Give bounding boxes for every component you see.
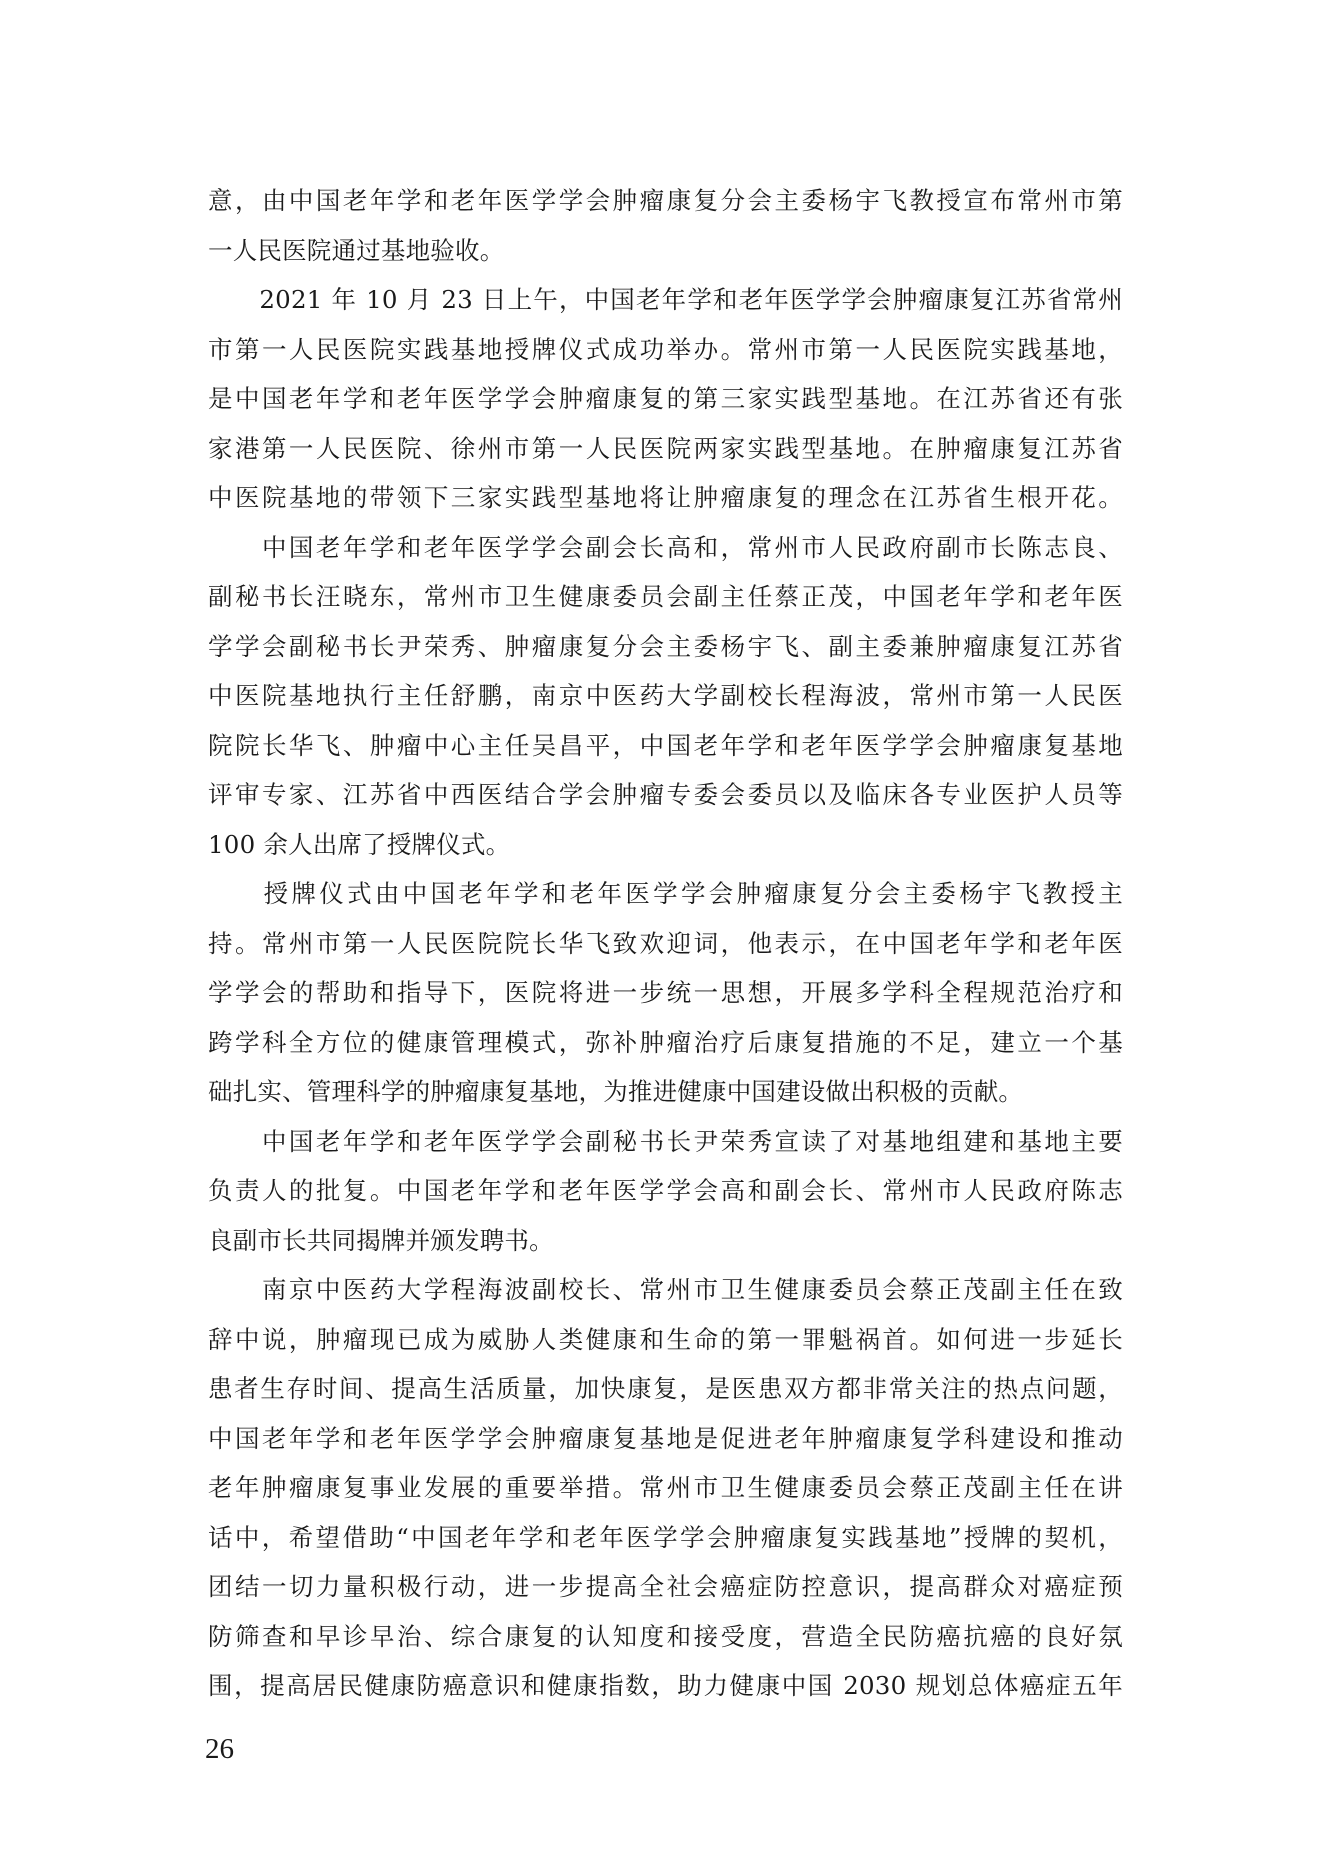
text-line: 中医院基地的带领下三家实践型基地将让肿瘤康复的理念在江苏省生根开花。 (208, 483, 1123, 512)
text-line: 副秘书长汪晓东，常州市卫生健康委员会副主任蔡正茂，中国老年学和老年医 (208, 582, 1123, 611)
text-line: 中医院基地执行主任舒鹏，南京中医药大学副校长程海波，常州市第一人民医 (208, 681, 1123, 710)
text-line: 患者生存时间、提高生活质量，加快康复，是医患双方都非常关注的热点问题， (208, 1374, 1123, 1403)
text-line: 市第一人民医院实践基地授牌仪式成功举办。常州市第一人民医院实践基地， (208, 334, 1123, 364)
text-line: 负责人的批复。中国老年学和老年医学学会高和副会长、常州市人民政府陈志 (208, 1176, 1123, 1205)
text-line: 意，由中国老年学和老年医学学会肿瘤康复分会主委杨宇飞教授宣布常州市第 (208, 186, 1123, 215)
text-line: 跨学科全方位的健康管理模式，弥补肿瘤治疗后康复措施的不足，建立一个基 (208, 1027, 1123, 1057)
text-line: 100 余人出席了授牌仪式。 (208, 829, 511, 859)
document-body (208, 176, 1123, 1711)
text-line: 学学会副秘书长尹荣秀、肿瘤康复分会主委杨宇飞、副主委兼肿瘤康复江苏省 (208, 631, 1123, 661)
text-line: 辞中说，肿瘤现已成为威胁人类健康和生命的第一罪魁祸首。如何进一步延长 (208, 1324, 1123, 1354)
text-line: 中国老年学和老年医学学会副秘书长尹荣秀宣读了对基地组建和基地主要 (208, 1126, 1123, 1156)
text-line: 学学会的帮助和指导下，医院将进一步统一思想，开展多学科全程规范治疗和 (208, 978, 1123, 1007)
text-line: 防筛查和早诊早治、综合康复的认知度和接受度，营造全民防癌抗癌的良好氛 (208, 1621, 1123, 1651)
text-line: 话中，希望借助“中国老年学和老年医学学会肿瘤康复实践基地”授牌的契机， (208, 1522, 1123, 1552)
text-line: 团结一切力量积极行动，进一步提高全社会癌症防控意识，提高群众对癌症预 (208, 1572, 1123, 1601)
page-number: 26 (205, 1733, 234, 1765)
text-line: 中国老年学和老年医学学会副会长高和，常州市人民政府副市长陈志良、 (208, 532, 1123, 562)
text-line: 一人民医院通过基地验收。 (208, 235, 505, 265)
text-line: 评审专家、江苏省中西医结合学会肿瘤专委会委员以及临床各专业医护人员等 (208, 780, 1123, 809)
text-line: 良副市长共同揭牌并颁发聘书。 (208, 1225, 554, 1255)
text-line: 持。常州市第一人民医院院长华飞致欢迎词，他表示，在中国老年学和老年医 (208, 928, 1123, 958)
text-line: 中国老年学和老年医学学会肿瘤康复基地是促进老年肿瘤康复学科建设和推动 (208, 1423, 1123, 1453)
text-line: 础扎实、管理科学的肿瘤康复基地，为推进健康中国建设做出积极的贡献。 (208, 1077, 1024, 1106)
text-line: 是中国老年学和老年医学学会肿瘤康复的第三家实践型基地。在江苏省还有张 (208, 384, 1123, 413)
text-line: 家港第一人民医院、徐州市第一人民医院两家实践型基地。在肿瘤康复江苏省 (208, 433, 1123, 463)
text-line: 2021 年 10 月 23 日上午，中国老年学和老年医学学会肿瘤康复江苏省常州 (208, 285, 1123, 314)
text-line: 老年肿瘤康复事业发展的重要举措。常州市卫生健康委员会蔡正茂副主任在讲 (208, 1473, 1123, 1502)
text-line: 院院长华飞、肿瘤中心主任吴昌平，中国老年学和老年医学学会肿瘤康复基地 (208, 730, 1123, 760)
text-line: 围，提高居民健康防癌意识和健康指数，助力健康中国 2030 规划总体癌症五年 (208, 1671, 1123, 1700)
text-line: 授牌仪式由中国老年学和老年医学学会肿瘤康复分会主委杨宇飞教授主 (208, 879, 1123, 908)
text-line: 南京中医药大学程海波副校长、常州市卫生健康委员会蔡正茂副主任在致 (208, 1275, 1123, 1304)
